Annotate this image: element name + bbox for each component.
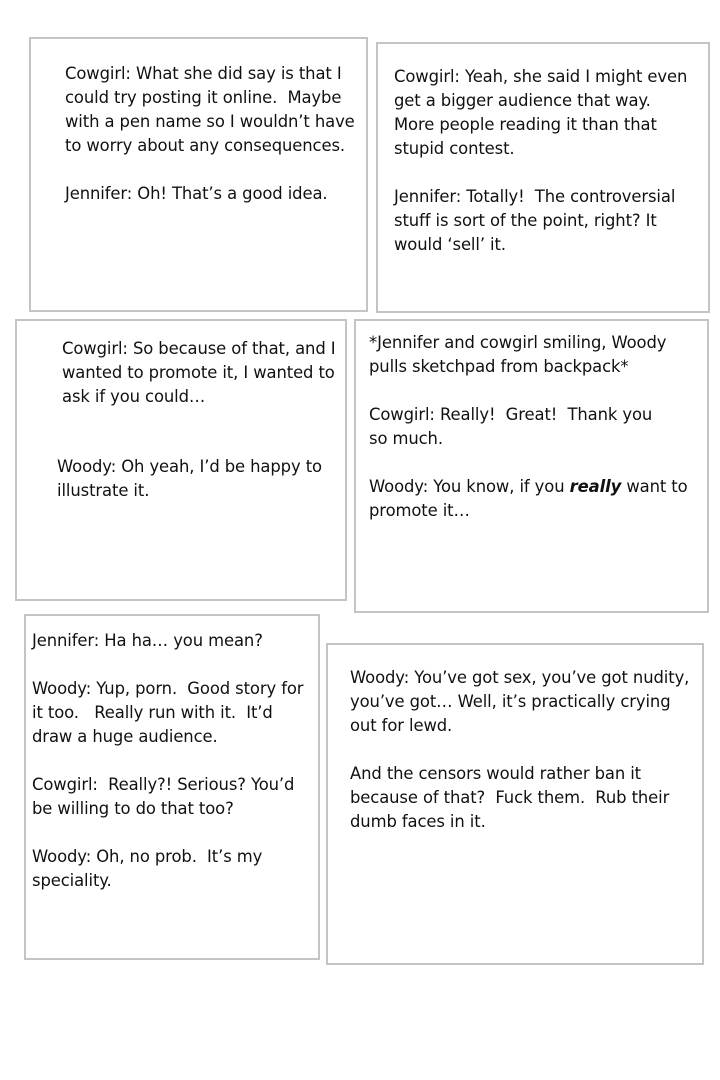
- comic-panel-1: [29, 37, 368, 312]
- dialogue-line: Cowgirl: Really! Great! Thank you so much.: [369, 405, 658, 448]
- comic-panel-5: [24, 614, 320, 960]
- comic-panel-4: [354, 319, 709, 613]
- dialogue-line: [369, 475, 694, 523]
- stage-direction: *Jennifer and cowgirl smiling, Woody pulls sketchpad from backpack*: [369, 333, 672, 376]
- dialogue-line: Cowgirl: Really?! Serious? You’d be willing to do that too?: [32, 775, 300, 818]
- dialogue-line: Woody: Yup, porn. Good story for it too. Really run with it. It’d draw a huge audience.: [32, 679, 309, 746]
- dialogue-text: want to promote it…: [369, 477, 688, 520]
- dialogue-line: Woody: Oh yeah, I’d be happy to illustrate it.: [57, 457, 328, 500]
- dialogue-line: Woody: Oh, no prob. It’s my speciality.: [32, 847, 268, 890]
- dialogue-line: Woody: You’ve got sex, you’ve got nudity, you’ve got… Well, it’s practically crying out for lewd.: [350, 668, 695, 735]
- dialogue-line: Jennifer: Ha ha… you mean?: [32, 631, 263, 650]
- dialogue-line: Cowgirl: What she did say is that I could try posting it online. Maybe with a pen name so I wouldn’t have to worry about any consequences.: [65, 64, 360, 155]
- dialogue-line: And the censors would rather ban it because of that? Fuck them. Rub their dumb faces in it.: [350, 764, 675, 831]
- dialogue-line: Cowgirl: So because of that, and I wanted to promote it, I wanted to ask if you could…: [62, 339, 341, 406]
- dialogue-line: Cowgirl: Yeah, she said I might even get a bigger audience that way. More people reading it than that stupid contest.: [394, 67, 693, 158]
- dialogue-text: Woody: You know, if you: [369, 477, 570, 496]
- dialogue-line: Jennifer: Oh! That’s a good idea.: [65, 184, 328, 203]
- comic-panel-6: [326, 643, 704, 965]
- comic-panel-2: [376, 42, 710, 313]
- comic-panel-3: [15, 319, 347, 601]
- emphasis-text: really: [569, 477, 622, 496]
- dialogue-line: Jennifer: Totally! The controversial stuff is sort of the point, right? It would ‘sell’ it.: [394, 187, 681, 254]
